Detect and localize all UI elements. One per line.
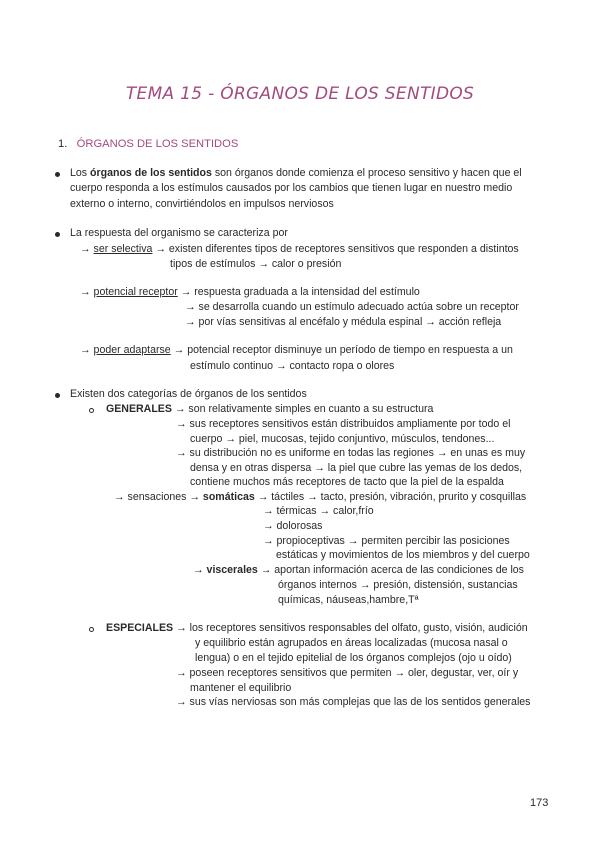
p1-line1: Los órganos de los sentidos son órganos donde comienza el proceso sensitivo y hacen que el	[70, 167, 522, 179]
section-number: 1.	[58, 138, 68, 150]
p2-intro: La respuesta del organismo se caracteriza por	[70, 227, 288, 239]
somaticas-line3: → dolorosas	[263, 520, 323, 532]
term-poder-adaptarse: poder adaptarse	[93, 344, 171, 356]
especiales-line6: → sus vías nerviosas son más complejas que las de los sentidos generales	[176, 696, 531, 708]
especiales-line5: mantener el equilibrio	[190, 682, 292, 694]
especiales-line3: lengua) o en el tejido epitelial de los órganos complejos (ojo u oído)	[195, 652, 512, 664]
somaticas-line1: → sensaciones → somáticas → táctiles → tacto, presión, vibración, prurito y cosquillas	[114, 491, 527, 503]
bullet	[55, 393, 60, 398]
p3-intro: Existen dos categorías de órganos de los sentidos	[70, 388, 307, 400]
sub-bullet	[89, 627, 94, 632]
term-potencial-receptor: potencial receptor	[93, 286, 178, 298]
generales-line5: densa y en otras dispersa → la piel que cubre las yemas de los dedos,	[190, 462, 523, 474]
p2-selectiva-line2: tipos de estímulos → calor o presión	[170, 258, 342, 270]
section-label: ÓRGANOS DE LOS SENTIDOS	[76, 138, 239, 150]
term-viscerales: viscerales	[206, 564, 258, 576]
p2-adaptarse-line2: estímulo continuo → contacto ropa o olores	[190, 360, 395, 372]
especiales-line4: → poseen receptores sensitivos que permiten → oler, degustar, ver, oír y	[176, 667, 519, 679]
especiales-line1: ESPECIALES → los receptores sensitivos responsables del olfato, gusto, visión, audición	[106, 622, 528, 634]
somaticas-line4: → propioceptivas → permiten percibir las posiciones	[263, 535, 510, 547]
p2-potencial-line2: → se desarrolla cuando un estímulo adecuado actúa sobre un receptor	[185, 301, 519, 313]
section-heading	[58, 137, 238, 151]
term-somaticas: somáticas	[202, 491, 255, 503]
somaticas-line5: estáticas y movimientos de los miembros y del cuerpo	[276, 549, 530, 561]
p1-line3: externo o interno, convirtiéndolos en impulsos nerviosos	[70, 198, 334, 210]
page-number: 173	[530, 797, 549, 809]
p2-adaptarse-line1: → poder adaptarse → potencial receptor disminuye un período de tiempo en respuesta a un	[80, 344, 513, 356]
viscerales-line3: químicas, náuseas,hambre,Tª	[278, 594, 419, 606]
p2-potencial-line3: → por vías sensitivas al encéfalo y médula espinal → acción refleja	[185, 316, 502, 328]
sub-bullet	[89, 408, 94, 413]
bullet	[55, 232, 60, 237]
page-title: TEMA 15 - ÓRGANOS DE LOS SENTIDOS	[125, 84, 475, 104]
bullet	[55, 172, 60, 177]
generales-line6: contiene muchos más receptores de tacto que la piel de la espalda	[190, 476, 504, 488]
viscerales-line1: → viscerales → aportan información acerca de las condiciones de los	[193, 564, 524, 576]
term-especiales: ESPECIALES	[106, 622, 174, 634]
p2-selectiva-line1: → ser selectiva → existen diferentes tipos de receptores sensitivos que responden a distintos	[80, 243, 519, 255]
especiales-line2: y equilibrio están agrupados en áreas localizadas (mucosa nasal o	[195, 637, 508, 649]
term-generales: GENERALES	[106, 403, 172, 415]
generales-line2: → sus receptores sensitivos están distribuidos ampliamente por todo el	[176, 418, 511, 430]
p1-bold-term: órganos de los sentidos	[90, 167, 212, 179]
generales-line4: → su distribución no es uniforme en todas las regiones → en unas es muy	[176, 447, 526, 459]
term-ser-selectiva: ser selectiva	[93, 243, 153, 255]
generales-line3: cuerpo → piel, mucosas, tejido conjuntivo, músculos, tendones...	[190, 433, 495, 445]
somaticas-line2: → térmicas → calor,frío	[263, 505, 374, 517]
viscerales-line2: órganos internos → presión, distensión, sustancias	[278, 579, 518, 591]
p1-line2: cuerpo responda a los estímulos causados por los cambios que tienen lugar en nuestro medio	[70, 182, 513, 194]
p2-potencial-line1: → potencial receptor → respuesta graduada a la intensidad del estímulo	[80, 286, 420, 298]
generales-line1: GENERALES → son relativamente simples en cuanto a su estructura	[106, 403, 434, 415]
